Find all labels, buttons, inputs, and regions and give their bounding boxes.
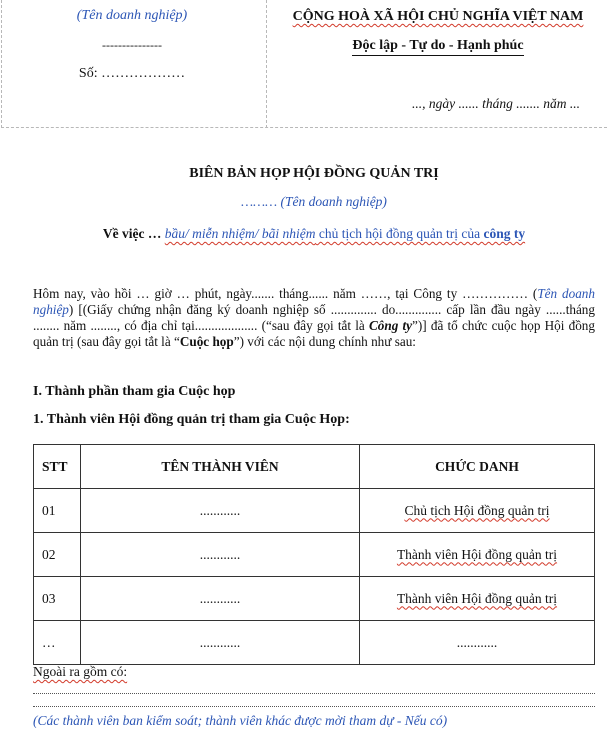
- subject-line: [0, 226, 610, 242]
- column-header-name: TÊN THÀNH VIÊN: [81, 445, 360, 489]
- header-divider-text: ---------------: [102, 38, 162, 52]
- cell-stt: 03: [34, 577, 81, 621]
- cell-name: ............: [81, 533, 360, 577]
- intro-text-1: Hôm nay, vào hồi … giờ … phút, ngày....... tháng...... năm ……, tại Công ty …………… (: [33, 286, 538, 301]
- section-subheading: 1. Thành viên Hội đồng quản trị tham gia Cuộc Họp:: [33, 412, 350, 427]
- intro-company-placeholder: Tên doanh nghiệp: [33, 286, 595, 317]
- table-row: [34, 533, 595, 577]
- intro-meeting-term: Cuộc họp: [179, 334, 234, 349]
- section-heading: I. Thành phần tham gia Cuộc họp: [33, 384, 236, 399]
- motto-wrap: [268, 36, 608, 54]
- cell-title: Thành viên Hội đồng quản trị: [360, 577, 595, 621]
- cell-name: ............: [81, 489, 360, 533]
- cell-name: ............: [81, 621, 360, 665]
- intro-text-4: ”) với các nội dung chính như sau:: [233, 334, 416, 349]
- others-note: (Các thành viên ban kiểm soát; thành viên khác được mời tham dự - Nếu có): [33, 713, 448, 728]
- motto: Độc lập - Tự do - Hạnh phúc: [352, 38, 523, 56]
- cell-title: Chủ tịch Hội đồng quản trị: [360, 489, 595, 533]
- intro-company-term: Công ty: [368, 318, 413, 333]
- members-table: [33, 444, 595, 665]
- page-title: BIÊN BẢN HỌP HỘI ĐỒNG QUẢN TRỊ: [189, 166, 439, 181]
- cell-title: Thành viên Hội đồng quản trị: [360, 533, 595, 577]
- dotted-line-1: [33, 693, 595, 694]
- dotted-line-2: [33, 706, 595, 707]
- title-company-placeholder: ……… (Tên doanh nghiệp): [241, 194, 387, 209]
- subject-options: bầu/ miễn nhiệm/ bãi nhiệm: [164, 226, 316, 241]
- subject-prefix: Về việc …: [102, 226, 165, 241]
- cell-name: ............: [81, 577, 360, 621]
- others-label: Ngoài ra gồm có:: [33, 664, 128, 679]
- document-number: Số: ………………: [78, 66, 186, 81]
- table-row: [34, 489, 595, 533]
- intro-paragraph: [33, 286, 595, 350]
- cell-stt: 01: [34, 489, 81, 533]
- date-line: ..., ngày ...... tháng ....... năm ...: [412, 96, 580, 111]
- header-divider-vertical: [266, 0, 267, 128]
- intro-text-3: ”)] đã tổ chức cuộc họp Hội đồng quản trị (sau đây gọi tắt là “: [33, 318, 595, 349]
- header-border-bottom: [1, 127, 607, 128]
- column-header-stt: STT: [34, 445, 81, 489]
- table-header-row: [34, 445, 595, 489]
- cell-title: ............: [360, 621, 595, 665]
- intro-text-2: ) [(Giấy chứng nhận đăng ký doanh nghiệp số .............. do.............. cấp lần đầu ngày ......tháng ........ năm ........, có địa chỉ tại................... (“sau đây gọi tắt là: [33, 302, 595, 333]
- cell-stt: 02: [34, 533, 81, 577]
- national-title: CỘNG HOÀ XÃ HỘI CHỦ NGHĨA VIỆT NAM: [292, 9, 584, 24]
- header-company-placeholder: (Tên doanh nghiệp): [76, 8, 188, 23]
- table-row: [34, 577, 595, 621]
- table-row: [34, 621, 595, 665]
- subject-suffix: công ty: [483, 226, 526, 241]
- cell-stt: …: [34, 621, 81, 665]
- subject-middle: chủ tịch hội đồng quản trị của: [315, 226, 484, 241]
- column-header-title: CHỨC DANH: [360, 445, 595, 489]
